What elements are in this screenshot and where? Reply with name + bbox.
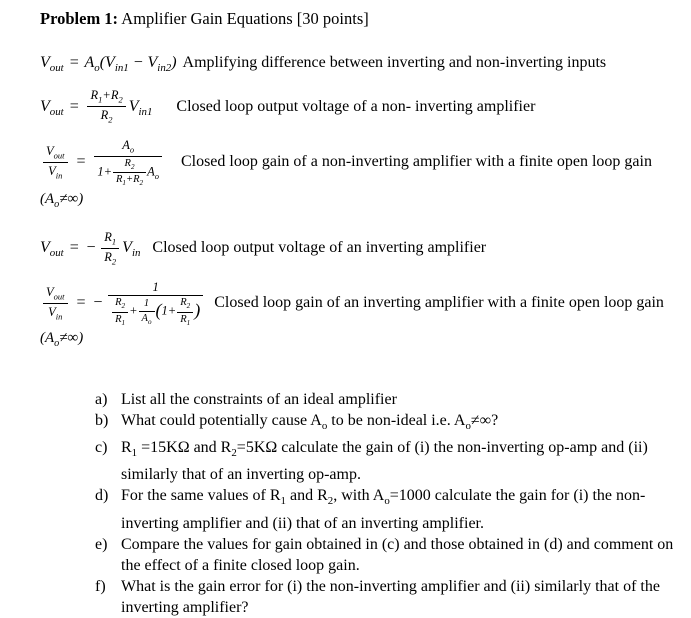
equals-sign: = bbox=[75, 153, 87, 171]
question-b-text: to be non-ideal i.e. A bbox=[327, 412, 466, 430]
title-text: Amplifier Gain Equations [30 points] bbox=[118, 9, 369, 28]
fraction bbox=[113, 158, 146, 188]
minus-sign: − bbox=[132, 54, 144, 71]
fraction-numerator bbox=[177, 297, 193, 312]
fraction-numerator bbox=[43, 144, 68, 163]
question-text bbox=[121, 534, 677, 576]
sub-o: o bbox=[94, 62, 100, 75]
fraction-numerator bbox=[108, 280, 203, 296]
var-R: R bbox=[180, 313, 187, 325]
var-A: A bbox=[141, 313, 148, 325]
sub-2: 2 bbox=[139, 179, 144, 188]
question-f-text: What is the gain error for (i) the non-inverting amplifier and (ii) similarly that of the inverting amplifier? bbox=[121, 577, 660, 616]
equals-sign: = bbox=[75, 294, 87, 312]
condition-open: (A bbox=[40, 190, 55, 207]
condition-open: (A bbox=[40, 330, 55, 347]
fraction-denominator bbox=[139, 312, 155, 326]
page-title bbox=[40, 9, 685, 29]
var-R: R bbox=[124, 157, 131, 169]
var-A: A bbox=[84, 54, 95, 71]
question-label: c) bbox=[95, 439, 108, 457]
sub-2: 2 bbox=[327, 495, 334, 508]
var-V: V bbox=[46, 143, 54, 158]
var-R: R bbox=[115, 297, 122, 309]
plus-sign: + bbox=[125, 174, 134, 186]
fraction-denominator bbox=[113, 173, 146, 187]
var-V: V bbox=[48, 305, 56, 320]
question-c bbox=[95, 437, 685, 485]
sub-1: 1 bbox=[122, 179, 126, 188]
sub-in: in bbox=[131, 247, 141, 260]
var-R: R bbox=[100, 108, 109, 123]
close-paren: ) bbox=[171, 54, 177, 71]
fraction-numerator bbox=[43, 285, 68, 304]
question-text bbox=[121, 389, 677, 410]
fraction bbox=[87, 88, 125, 126]
sub-o: o bbox=[129, 144, 135, 155]
equation-2-description: Closed loop output voltage of a non- inverting amplifier bbox=[176, 97, 536, 115]
fraction-denominator bbox=[94, 157, 162, 188]
minus-sign: − bbox=[85, 239, 97, 257]
fraction-denominator bbox=[43, 163, 68, 181]
var-V: V bbox=[40, 97, 50, 115]
question-b-text: ≠∞? bbox=[470, 412, 499, 430]
sub-1: 1 bbox=[280, 495, 286, 508]
question-b bbox=[95, 410, 685, 437]
fraction-denominator bbox=[43, 304, 68, 322]
question-label: b) bbox=[95, 412, 109, 430]
var-A: A bbox=[147, 164, 155, 179]
fraction-numerator bbox=[94, 138, 162, 157]
sub-in: in bbox=[55, 311, 63, 322]
question-a-text: List all the constraints of an ideal amplifier bbox=[121, 391, 397, 409]
sub-o: o bbox=[154, 171, 159, 182]
var-R: R bbox=[116, 174, 123, 186]
equation-3-condition bbox=[40, 191, 685, 210]
question-c-text: R bbox=[121, 439, 132, 457]
equation-2-math bbox=[40, 88, 153, 125]
sub-2: 2 bbox=[111, 256, 117, 267]
sub-o: o bbox=[384, 495, 390, 508]
var-R: R bbox=[110, 88, 119, 103]
equals-sign: = bbox=[68, 97, 80, 115]
minus-sign: − bbox=[92, 294, 104, 312]
one-plus: 1+ bbox=[97, 164, 112, 179]
fraction-denominator bbox=[177, 313, 193, 327]
var-R: R bbox=[104, 249, 112, 264]
fraction bbox=[177, 297, 193, 327]
question-f bbox=[95, 576, 685, 618]
fraction-denominator bbox=[87, 107, 125, 125]
var-R: R bbox=[115, 313, 122, 325]
question-d-text: and R bbox=[285, 487, 328, 505]
fraction-numerator bbox=[139, 298, 155, 312]
var-R: R bbox=[104, 229, 112, 244]
equals-sign: = bbox=[68, 239, 80, 257]
sub-o: o bbox=[321, 420, 328, 433]
sub-o: o bbox=[147, 318, 152, 327]
question-d-text: =1000 calculate the gain for (i) the non-inverting amplifier and (ii) that of an inverting amplifier. bbox=[121, 487, 646, 532]
equation-5-math bbox=[40, 280, 206, 327]
fraction-numerator bbox=[87, 88, 125, 107]
equation-5-condition bbox=[40, 330, 685, 349]
question-d bbox=[95, 485, 685, 533]
fraction-denominator bbox=[101, 249, 119, 267]
fraction-numerator bbox=[113, 158, 146, 173]
var-V: V bbox=[40, 239, 50, 257]
var-R: R bbox=[180, 297, 187, 309]
fraction-numerator bbox=[101, 230, 119, 249]
sub-out: out bbox=[49, 62, 64, 75]
var-R: R bbox=[133, 174, 140, 186]
equals-sign: = bbox=[68, 54, 80, 71]
sub-o: o bbox=[465, 420, 471, 433]
question-d-text: For the same values of R bbox=[121, 487, 281, 505]
sub-out: out bbox=[53, 291, 65, 302]
question-a bbox=[95, 389, 685, 410]
var-V: V bbox=[48, 164, 56, 179]
sub-in: in bbox=[55, 170, 63, 181]
sub-out: out bbox=[53, 150, 65, 161]
equation-3-description: Closed loop gain of a non-inverting amplifier with a finite open loop gain bbox=[180, 153, 652, 171]
sub-1: 1 bbox=[186, 318, 191, 327]
question-text bbox=[121, 410, 677, 437]
var-A: A bbox=[122, 137, 130, 152]
numeral-one: 1 bbox=[143, 298, 150, 310]
question-e-text: Compare the values for gain obtained in (c) and those obtained in (d) and comment on the effect of a finite closed loop gain. bbox=[121, 535, 674, 574]
sub-in1: in1 bbox=[114, 62, 129, 75]
equation-1-description: Amplifying difference between inverting and non-inverting inputs bbox=[182, 54, 607, 71]
sub-1: 1 bbox=[121, 318, 126, 327]
equation-4-math bbox=[40, 229, 141, 267]
equation-3-math bbox=[40, 137, 165, 188]
sub-2: 2 bbox=[108, 114, 113, 125]
question-d-text: , with A bbox=[333, 487, 385, 505]
plus-sign: + bbox=[129, 304, 138, 319]
fraction bbox=[139, 298, 155, 326]
equation-5-description: Closed loop gain of an inverting amplifier with a finite open loop gain bbox=[214, 294, 664, 312]
sub-in2: in2 bbox=[157, 62, 172, 75]
sub-1: 1 bbox=[111, 236, 117, 247]
question-label: e) bbox=[95, 535, 108, 553]
var-V: V bbox=[147, 54, 158, 71]
sub-2: 2 bbox=[121, 302, 126, 311]
sub-2: 2 bbox=[186, 302, 191, 311]
sub-out: out bbox=[49, 247, 64, 260]
sub-o: o bbox=[54, 338, 60, 350]
equation-1-math bbox=[40, 54, 177, 75]
sub-2: 2 bbox=[130, 163, 135, 172]
sub-1: 1 bbox=[131, 447, 138, 460]
equation-4 bbox=[40, 230, 685, 268]
question-text bbox=[121, 576, 677, 618]
open-paren: ( bbox=[155, 300, 162, 321]
sub-1: 1 bbox=[98, 94, 103, 105]
question-label: d) bbox=[95, 487, 109, 505]
equation-5 bbox=[40, 280, 685, 327]
fraction bbox=[94, 138, 162, 188]
condition-close: ≠∞) bbox=[59, 190, 84, 207]
question-label: f) bbox=[95, 577, 106, 595]
fraction bbox=[108, 280, 203, 327]
plus-sign: + bbox=[102, 88, 111, 103]
fraction bbox=[43, 144, 68, 182]
sub-o: o bbox=[54, 198, 60, 210]
close-paren: ) bbox=[194, 300, 201, 321]
sub-2: 2 bbox=[118, 94, 123, 105]
equation-3 bbox=[40, 138, 685, 188]
question-list bbox=[40, 389, 685, 618]
fraction bbox=[101, 230, 119, 268]
var-V: V bbox=[105, 54, 115, 71]
var-V: V bbox=[40, 54, 50, 71]
fraction-denominator bbox=[112, 313, 128, 327]
question-label: a) bbox=[95, 391, 108, 409]
question-text bbox=[121, 437, 677, 485]
equation-2 bbox=[40, 88, 685, 126]
var-V: V bbox=[128, 97, 139, 115]
fraction bbox=[43, 285, 68, 323]
fraction bbox=[112, 297, 128, 327]
fraction-denominator bbox=[108, 296, 203, 327]
title-problem-number: Problem 1: bbox=[40, 9, 119, 28]
sub-2: 2 bbox=[231, 447, 237, 460]
question-c-text: =15KΩ and R bbox=[137, 439, 232, 457]
equation-4-description: Closed loop output voltage of an inverting amplifier bbox=[152, 239, 487, 257]
sub-in1: in1 bbox=[138, 105, 153, 118]
question-e bbox=[95, 534, 685, 576]
open-paren: ( bbox=[99, 54, 106, 71]
condition-close: ≠∞) bbox=[59, 330, 84, 347]
fraction-numerator bbox=[112, 297, 128, 312]
equation-1 bbox=[40, 54, 685, 74]
question-c-text: =5KΩ calculate the gain of (i) the non-inverting op-amp and (ii) similarly that of an inverting op-amp. bbox=[121, 439, 648, 484]
question-text bbox=[121, 485, 677, 533]
var-V: V bbox=[122, 239, 132, 257]
sub-out: out bbox=[49, 105, 64, 118]
question-b-text: What could potentially cause A bbox=[121, 412, 322, 430]
numeral-one: 1 bbox=[152, 280, 159, 295]
one-plus: 1+ bbox=[161, 304, 177, 319]
var-R: R bbox=[90, 88, 99, 103]
var-V: V bbox=[46, 284, 54, 299]
